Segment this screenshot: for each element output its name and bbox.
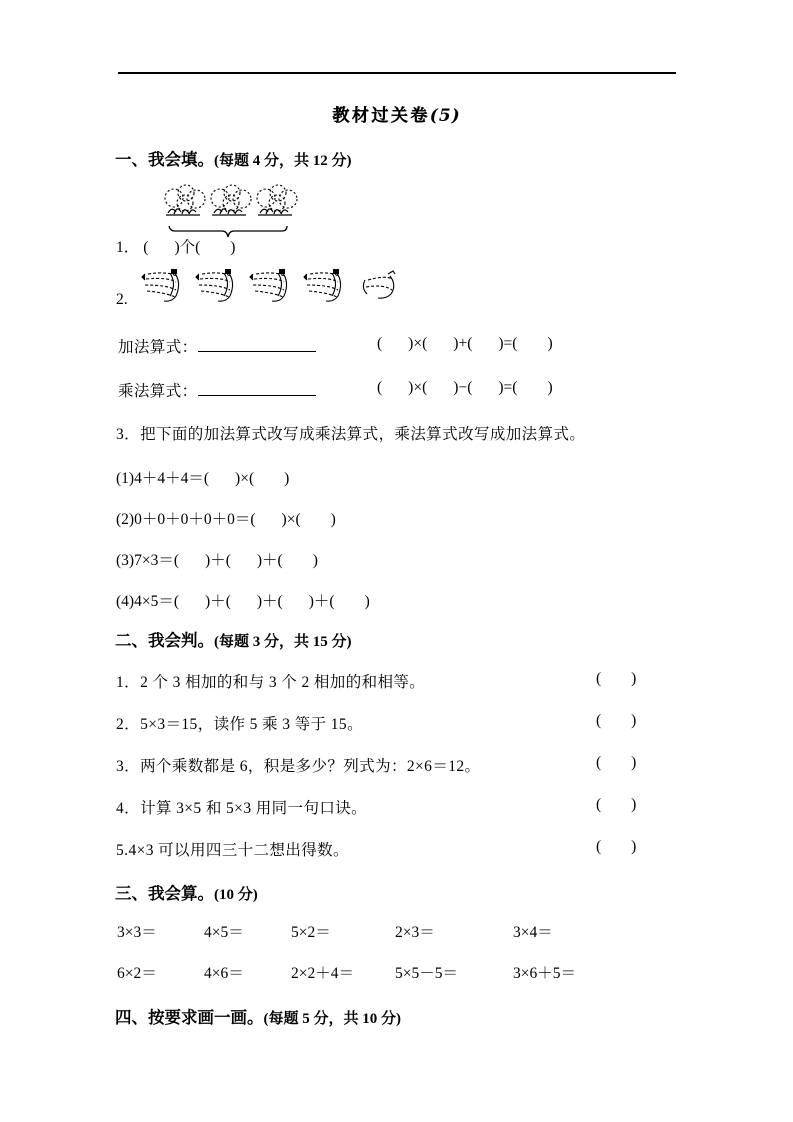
judge-item-5 xyxy=(116,838,349,860)
item-lhs: 0＋0＋0＋0＋0＝ xyxy=(134,511,251,528)
fill-q1-paren-close-2: ) xyxy=(230,239,236,256)
fill-q3-number: 3． xyxy=(116,426,141,443)
item-label: (3) xyxy=(116,552,135,569)
fill-q2-row1-label xyxy=(118,335,316,357)
calc-item-r1c2[interactable]: 4×5＝ xyxy=(204,924,244,941)
paren-close: ) xyxy=(547,335,553,352)
paren-open: ( xyxy=(512,379,518,396)
paren-open: ( xyxy=(596,754,602,771)
operator-equals: = xyxy=(503,335,513,352)
operator: × xyxy=(240,470,249,487)
fill-q2-number: 2. xyxy=(116,291,128,308)
item-lhs: 7×3＝ xyxy=(134,552,174,569)
page-title xyxy=(0,101,793,126)
section-1-title: 一、我会填。 xyxy=(115,150,214,169)
paren-open: ( xyxy=(596,796,602,813)
paren-close: ) xyxy=(547,379,553,396)
paren-close: ) xyxy=(631,754,637,771)
paren-close: ) xyxy=(256,552,263,569)
fill-q2-row2-expression xyxy=(377,379,553,397)
fill-q1-paren-open-2: ( xyxy=(195,239,201,256)
judge-item-4 xyxy=(116,796,367,818)
operator: ＋ xyxy=(210,552,226,569)
judge-answer-5[interactable] xyxy=(596,838,636,856)
section-2-score: (每题 3 分，共 15 分) xyxy=(214,634,352,650)
paren-close: ) xyxy=(631,838,637,855)
judge-answer-1[interactable] xyxy=(596,670,636,688)
calc-item-r2c2[interactable]: 4×6＝ xyxy=(204,965,244,982)
operator-minus: − xyxy=(458,379,468,396)
section-2-title: 二、我会判。 xyxy=(115,631,214,650)
page-title-cn: 教材过关卷 xyxy=(332,106,430,126)
paren-open: ( xyxy=(467,335,473,352)
item-lhs: 4×5＝ xyxy=(134,593,174,610)
fill-q3-item-3 xyxy=(116,548,318,570)
paren-open: ( xyxy=(596,712,602,729)
fill-q1-paren-close-1: ) xyxy=(174,239,180,256)
banana-bunches-illustration xyxy=(140,268,410,304)
calc-item-r2c5[interactable]: 3×6＋5＝ xyxy=(513,965,576,982)
judge-item-text: 4×3 可以用四三十二想出得数。 xyxy=(128,842,349,859)
section-3-title: 三、我会算。 xyxy=(115,884,214,903)
fill-q3-prompt xyxy=(116,422,585,444)
paren-open: ( xyxy=(225,552,231,569)
operator: ＋ xyxy=(210,593,226,610)
item-lhs: 4＋4＋4＝ xyxy=(134,470,204,487)
paren-close: ) xyxy=(631,796,637,813)
fill-q2-row2-label xyxy=(118,379,316,401)
section-heading-2 xyxy=(115,627,352,651)
fill-q2-row2-blank[interactable] xyxy=(198,382,316,396)
paren-close: ) xyxy=(498,379,504,396)
calc-item-r2c3[interactable]: 2×2＋4＝ xyxy=(291,965,354,982)
operator: ＋ xyxy=(262,552,278,569)
section-heading-4 xyxy=(115,1004,401,1028)
judge-item-3 xyxy=(116,754,480,776)
paren-open: ( xyxy=(173,593,179,610)
fill-q3-item-4 xyxy=(116,589,370,611)
paren-open: ( xyxy=(377,379,383,396)
paren-close: ) xyxy=(453,379,459,396)
paren-open: ( xyxy=(248,470,255,487)
paren-close: ) xyxy=(453,335,459,352)
paren-open: ( xyxy=(596,838,602,855)
paren-open: ( xyxy=(512,335,518,352)
item-label: (1) xyxy=(116,470,135,487)
operator-multiply: × xyxy=(413,379,423,396)
section-heading-3 xyxy=(115,880,258,904)
operator-equals: = xyxy=(503,379,513,396)
paren-open: ( xyxy=(329,593,335,610)
judge-item-text: 2 个 3 相加的和与 3 个 2 相加的和相等。 xyxy=(140,674,426,691)
paren-open: ( xyxy=(467,379,473,396)
fill-q1-unit: 个 xyxy=(179,239,196,256)
judge-item-number: 4． xyxy=(116,800,141,817)
paren-open: ( xyxy=(277,593,283,610)
paren-open: ( xyxy=(422,379,428,396)
fill-q2-row1-label-text: 加法算式： xyxy=(118,339,198,356)
paren-close: ) xyxy=(408,335,414,352)
page-title-number: (5) xyxy=(429,106,461,126)
judge-item-number: 5. xyxy=(116,842,129,859)
fill-q1-line xyxy=(116,235,235,257)
paren-close: ) xyxy=(256,593,263,610)
section-4-score: (每题 5 分，共 10 分) xyxy=(263,1011,401,1027)
judge-answer-3[interactable] xyxy=(596,754,636,772)
calc-item-r1c1[interactable]: 3×3＝ xyxy=(117,924,157,941)
paren-open: ( xyxy=(203,470,210,487)
paren-close: ) xyxy=(308,593,314,610)
operator-multiply: × xyxy=(413,335,423,352)
paren-open: ( xyxy=(422,335,428,352)
paren-open: ( xyxy=(295,511,301,528)
paren-close: ) xyxy=(631,670,637,687)
section-4-title: 四、按要求画一画。 xyxy=(115,1008,264,1027)
fill-q3-item-1 xyxy=(116,466,289,488)
fill-q2-row1-blank[interactable] xyxy=(198,338,316,352)
fill-q2-row2-label-text: 乘法算式： xyxy=(118,383,198,400)
judge-answer-4[interactable] xyxy=(596,796,636,814)
header-divider xyxy=(118,72,676,74)
paren-open: ( xyxy=(173,552,179,569)
operator-plus: + xyxy=(458,335,468,352)
paren-close: ) xyxy=(205,552,211,569)
paren-close: ) xyxy=(498,335,504,352)
judge-item-number: 3． xyxy=(116,758,141,775)
calc-item-r1c3[interactable]: 5×2＝ xyxy=(291,924,331,941)
judge-item-1 xyxy=(116,670,425,692)
section-3-score: (10 分) xyxy=(214,887,258,903)
fill-q3-prompt-text: 把下面的加法算式改写成乘法算式，乘法算式改写成加法算式。 xyxy=(140,426,586,443)
flower-bushes-illustration xyxy=(158,182,303,230)
paren-close: ) xyxy=(235,470,241,487)
paren-open: ( xyxy=(277,552,283,569)
paren-close: ) xyxy=(281,511,287,528)
calc-item-r1c4[interactable]: 2×3＝ xyxy=(395,924,435,941)
section-1-score: (每题 4 分，共 12 分) xyxy=(214,153,352,169)
judge-item-text: 两个乘数都是 6，积是多少？列式为：2×6＝12。 xyxy=(140,758,481,775)
judge-item-number: 2． xyxy=(116,716,141,733)
paren-close: ) xyxy=(312,552,318,569)
operator: ＋ xyxy=(262,593,278,610)
operator: ＋ xyxy=(313,593,330,610)
judge-answer-2[interactable] xyxy=(596,712,636,730)
fill-q3-item-2 xyxy=(116,507,336,529)
judge-item-text: 5×3＝15，读作 5 乘 3 等于 15。 xyxy=(140,716,363,733)
paren-close: ) xyxy=(631,712,637,729)
fill-q2-row1-expression xyxy=(377,335,553,353)
item-label: (2) xyxy=(116,511,135,528)
paren-open: ( xyxy=(225,593,231,610)
paren-open: ( xyxy=(377,335,383,352)
paren-close: ) xyxy=(205,593,211,610)
calc-item-r2c4[interactable]: 5×5－5＝ xyxy=(395,965,458,982)
paren-close: ) xyxy=(408,379,414,396)
paren-close: ) xyxy=(284,470,290,487)
fill-q1-paren-open-1: ( xyxy=(143,239,149,256)
judge-item-number: 1． xyxy=(116,674,141,691)
judge-item-2 xyxy=(116,712,363,734)
paren-open: ( xyxy=(250,511,256,528)
operator: × xyxy=(286,511,296,528)
fill-q1-number: 1． xyxy=(116,239,140,256)
paren-open: ( xyxy=(596,670,602,687)
section-heading-1 xyxy=(115,146,352,170)
calc-item-r1c5[interactable]: 3×4＝ xyxy=(513,924,553,941)
calc-item-r2c1[interactable]: 6×2＝ xyxy=(117,965,157,982)
judge-item-text: 计算 3×5 和 5×3 用同一句口诀。 xyxy=(140,800,368,817)
paren-close: ) xyxy=(364,593,370,610)
item-label: (4) xyxy=(116,593,135,610)
paren-close: ) xyxy=(330,511,336,528)
